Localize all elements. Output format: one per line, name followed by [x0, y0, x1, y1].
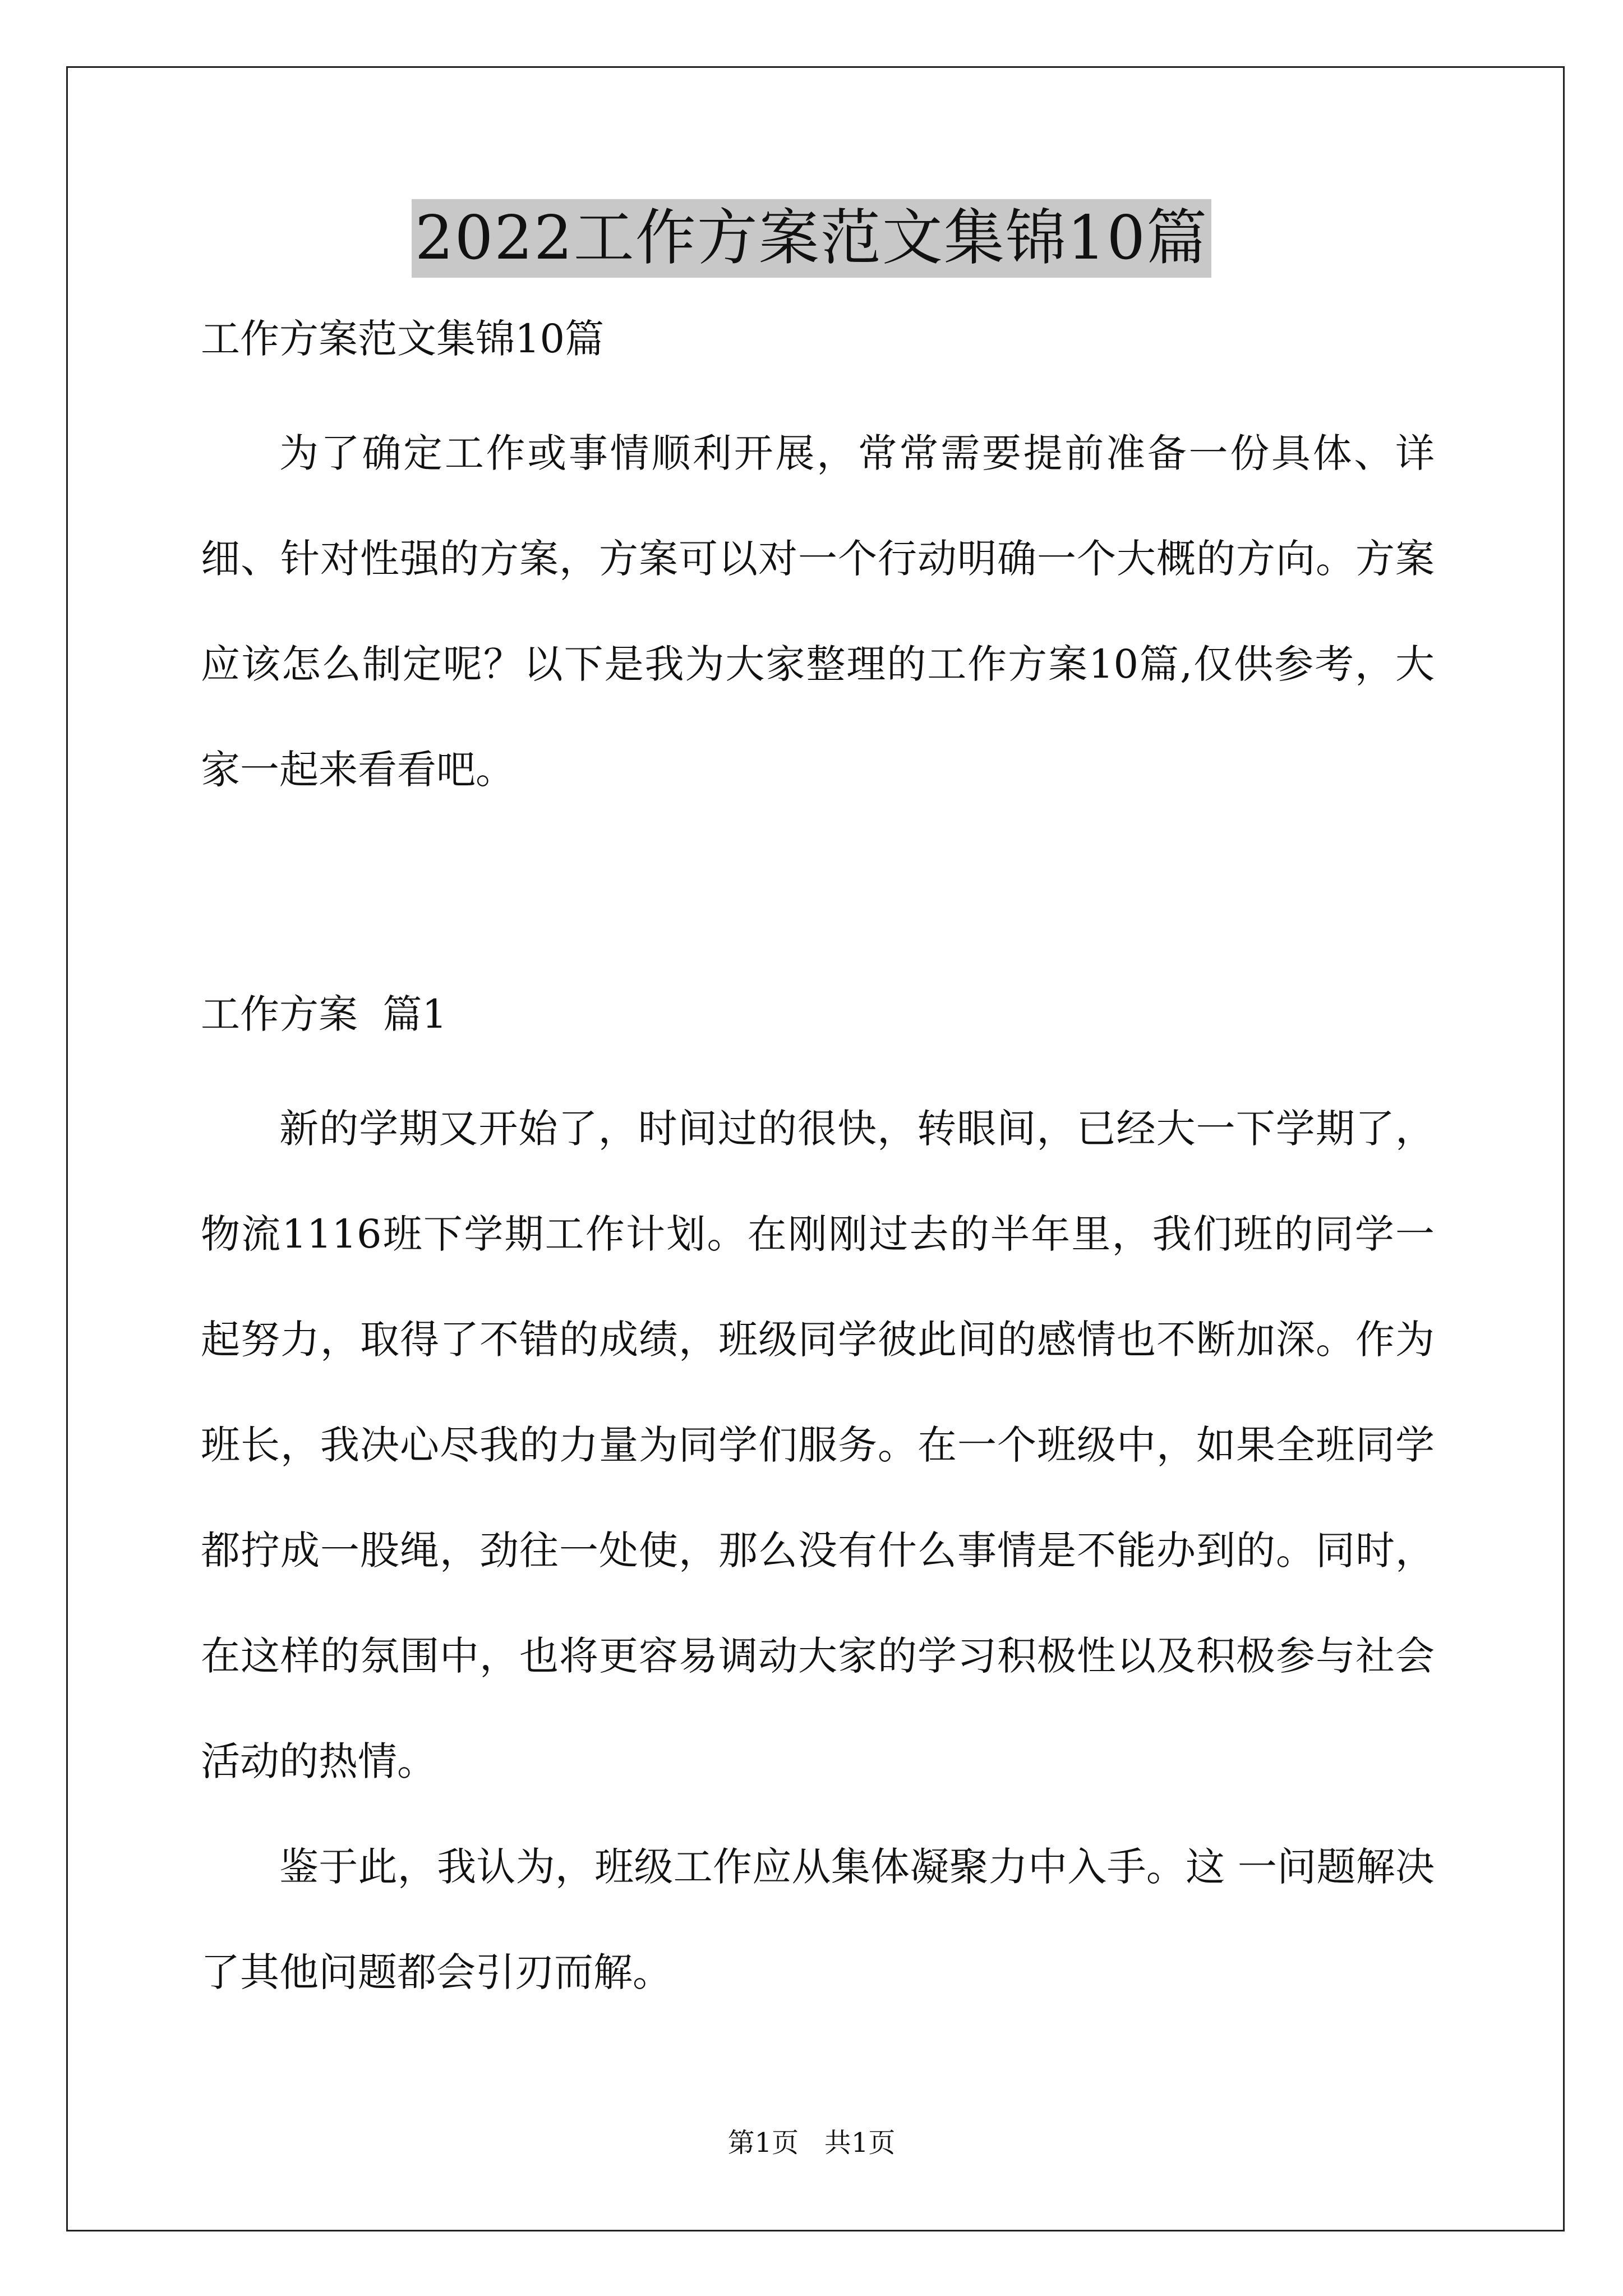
- title-area: [0, 199, 1623, 278]
- section-heading: 工作方案 篇1: [201, 991, 448, 1037]
- intro-paragraph: 为了确定工作或事情顺利开展，常常需要提前准备一份具体、详细、针对性强的方案，方案可以对一个行动明确一个大概的方向。方案应该怎么制定呢？以下是我为大家整理的工作方案10篇,仅供参考，大家一起来看看吧。: [201, 430, 1435, 793]
- section-paragraph: 新的学期又开始了，时间过的很快，转眼间，已经大一下学期了，物流1116班下学期工作计划。在刚刚过去的半年里，我们班的同学一起努力，取得了不错的成绩，班级同学彼此间的感情也不断加深。作为班长，我决心尽我的力量为同学们服务。在一个班级中，如果全班同学都拧成一股绳，劲往一处使，那么没有什么事情是不能办到的。同时，在这样的氛围中，也将更容易调动大家的学习积极性以及积极参与社会活动的热情。: [201, 1106, 1435, 1784]
- section-paragraph: 鉴于此，我认为，班级工作应从集体凝聚力中入手。这 一问题解决了其他问题都会引刃而解。: [201, 1844, 1435, 1995]
- document-title: 2022工作方案范文集锦10篇: [412, 199, 1211, 278]
- document-subtitle: 工作方案范文集锦10篇: [201, 316, 605, 362]
- page-footer: 第1页 共1页: [727, 2127, 896, 2159]
- document-body: [201, 314, 1435, 2025]
